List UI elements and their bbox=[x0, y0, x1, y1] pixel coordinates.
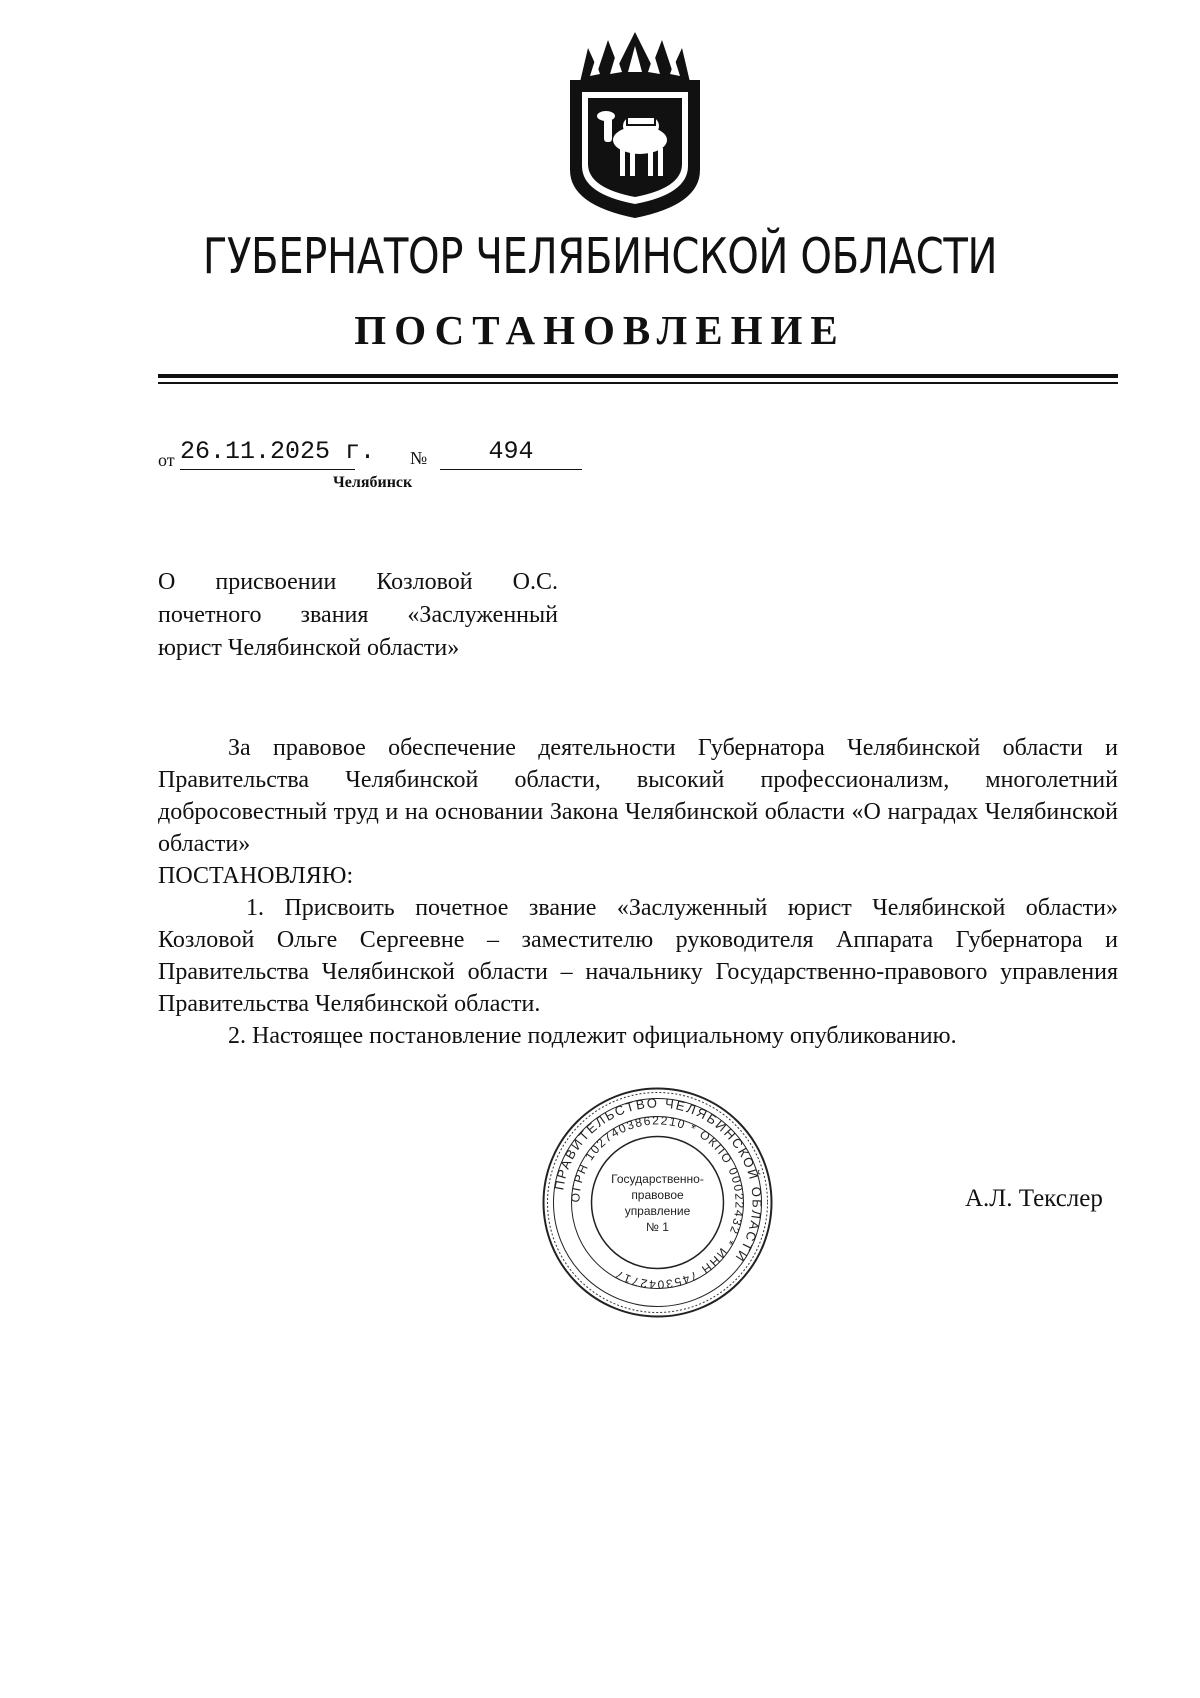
subject-line: О присвоении Козловой О.С. bbox=[158, 569, 558, 595]
signer-name: А.Л. Текслер bbox=[965, 1185, 1103, 1212]
stamp-center-line: управление bbox=[624, 1204, 691, 1218]
header-rule-thick bbox=[158, 374, 1118, 378]
preamble-paragraph: За правовое обеспечение деятельности Губернатора Челябинской области и Правительства Челябинской области, высокий профессионализм, многолетний добросовестный труд и на основании Закона Челябинской области «О наградах Челябинской области» bbox=[158, 735, 1118, 857]
stamp-outer-text: ПРАВИТЕЛЬСТВО ЧЕЛЯБИНСКОЙ ОБЛАСТИ bbox=[551, 1095, 765, 1266]
stamp-center-line: Государственно- bbox=[611, 1172, 704, 1186]
document-body bbox=[158, 732, 1118, 1052]
resolve-heading: ПОСТАНОВЛЯЮ: bbox=[158, 863, 354, 889]
number-prefix: № bbox=[410, 448, 428, 468]
document-subject bbox=[158, 566, 558, 665]
resolution-item-1: 1. Присвоить почетное звание «Заслуженный юрист Челябинской области» Козловой Ольге Сергеевне – заместителю руководителя Аппарата Губернатора и Правительства Челябинской области – начальнику Государственно-правового управления Правительства Челябинской области. bbox=[158, 895, 1118, 1017]
coat-of-arms-emblem bbox=[560, 30, 710, 220]
document-date: 26.11.2025 г. bbox=[180, 437, 355, 470]
subject-line: почетного звания «Заслуженный bbox=[158, 602, 558, 628]
resolution-item-2: 2. Настоящее постановление подлежит официальному опубликованию. bbox=[228, 1023, 957, 1049]
subject-line: юрист Челябинской области» bbox=[158, 635, 460, 661]
issue-city: Челябинск bbox=[333, 474, 413, 491]
stamp-center-line: правовое bbox=[631, 1188, 684, 1202]
stamp-inner-text: ОГРН 1027403862210 * ОКПО 00022432 * ИНН 7453042717 bbox=[568, 1113, 747, 1292]
header-rule-thin bbox=[158, 382, 1118, 384]
stamp-center-line: № 1 bbox=[646, 1220, 669, 1234]
date-prefix: от bbox=[158, 450, 175, 470]
document-number: 494 bbox=[440, 437, 582, 470]
org-title: ГУБЕРНАТОР ЧЕЛЯБИНСКОЙ ОБЛАСТИ bbox=[202, 228, 998, 285]
official-stamp bbox=[540, 1085, 775, 1320]
svg-text:ОГРН 1027403862210 * ОКПО 0002 bbox=[568, 1113, 746, 1291]
document-type: ПОСТАНОВЛЕНИЕ bbox=[354, 307, 846, 353]
